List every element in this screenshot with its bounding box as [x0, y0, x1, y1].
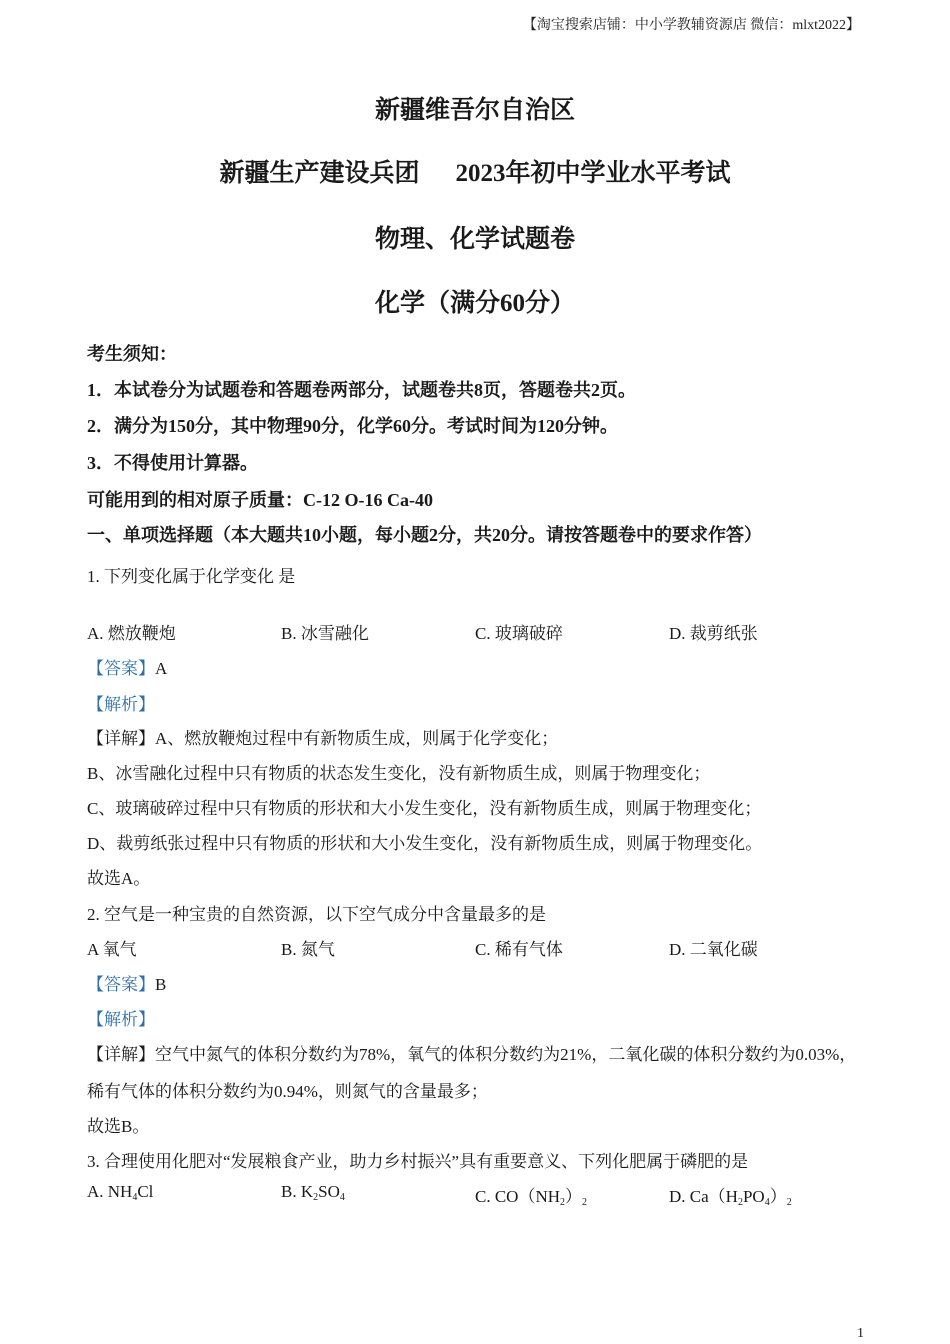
- q3-stem: 3. 合理使用化肥对“发展粮食产业，助力乡村振兴”具有重要意义、下列化肥属于磷肥的是: [87, 1152, 749, 1171]
- title-paper: 物理、化学试题卷: [374, 226, 575, 253]
- q2-detail-line: 稀有气体的体积分数约为0.94%，则氮气的含量最多；: [87, 1082, 488, 1101]
- q1-detail-line: C、玻璃破碎过程中只有物质的形状和大小发生变化，没有新物质生成，则属于物理变化；: [87, 799, 762, 818]
- q2-option-c: C. 稀有气体: [475, 940, 563, 959]
- q1-option-a: A. 燃放鞭炮: [87, 624, 176, 643]
- q2-analysis-label: [87, 1005, 155, 1030]
- q1-detail-text: A、燃放鞭炮过程中有新物质生成，则属于化学变化；: [155, 729, 559, 748]
- q2-detail-text: 空气中氮气的体积分数约为78%，氧气的体积分数约为21%，二氧化碳的体积分数约为0.03%，: [155, 1045, 857, 1064]
- q2-stem: 2. 空气是一种宝贵的自然资源，以下空气成分中含量最多的是: [87, 905, 546, 924]
- q2-detail: [87, 1040, 856, 1065]
- page-number: 1: [857, 1326, 864, 1341]
- title-exam-name: 2023年初中学业水平考试: [455, 160, 731, 187]
- analysis-label: 【解析】: [87, 695, 155, 714]
- q2-option-a: A 氧气: [87, 940, 137, 959]
- q3-option-d: D. $Ca(H_2PO_4)_2$: [669, 1187, 792, 1208]
- q1-conclusion: 故选A。: [87, 869, 151, 888]
- q1-option-c: C. 玻璃破碎: [475, 624, 563, 643]
- analysis-label: 【解析】: [87, 1010, 155, 1029]
- q1-detail-line: D、裁剪纸张过程中只有物质的形状和大小发生变化，没有新物质生成，则属于物理变化。: [87, 834, 763, 853]
- answer-label: 【答案】: [87, 659, 155, 678]
- q1-stem: 1. 下列变化属于化学变化 是: [87, 567, 296, 586]
- q2-conclusion: 故选B。: [87, 1117, 150, 1136]
- q1-option-b: B. 冰雪融化: [281, 624, 369, 643]
- q3-option-a: A. $NH_4Cl$: [87, 1182, 154, 1203]
- q3-option-b: B. $K_2SO_4$: [281, 1182, 345, 1203]
- title-corps: 新疆生产建设兵团: [219, 160, 420, 187]
- q1-analysis-label: [87, 690, 155, 715]
- notice-item-3: 3．不得使用计算器。: [87, 453, 258, 473]
- q2-answer-value: B: [155, 975, 167, 994]
- q2-option-d: D. 二氧化碳: [669, 940, 758, 959]
- atomic-mass-line: 可能用到的相对原子质量：C-12 O-16 Ca-40: [87, 490, 433, 510]
- notice-item-2: 2．满分为150分，其中物理90分，化学60分。考试时间为120分钟。: [87, 416, 618, 436]
- q1-answer: [87, 654, 167, 679]
- detail-label: 【详解】: [87, 1045, 155, 1064]
- notice-heading: 考生须知：: [87, 344, 177, 364]
- q1-option-d: D. 裁剪纸张: [669, 624, 758, 643]
- section-heading: 一、单项选择题（本大题共10小题，每小题2分，共20分。请按答题卷中的要求作答）: [87, 525, 762, 545]
- q1-detail-line: B、冰雪融化过程中只有物质的状态发生变化，没有新物质生成，则属于物理变化；: [87, 764, 711, 783]
- detail-label: 【详解】: [87, 729, 155, 748]
- q3-option-c: C. $CO(NH_2)_2$: [475, 1187, 588, 1208]
- title-subject: 化学（满分60分）: [374, 290, 575, 317]
- q2-option-b: B. 氮气: [281, 940, 335, 959]
- header-note: 【淘宝搜索店铺：中小学教辅资源店 微信：mlxt2022】: [522, 18, 860, 33]
- notice-item-1: 1．本试卷分为试题卷和答题卷两部分，试题卷共8页，答题卷共2页。: [87, 380, 636, 400]
- answer-label: 【答案】: [87, 975, 155, 994]
- q1-detail: [87, 724, 558, 749]
- title-exam: [0, 153, 950, 189]
- q1-answer-value: A: [155, 659, 168, 678]
- title-region: 新疆维吾尔自治区: [374, 97, 575, 124]
- q2-answer: [87, 970, 166, 995]
